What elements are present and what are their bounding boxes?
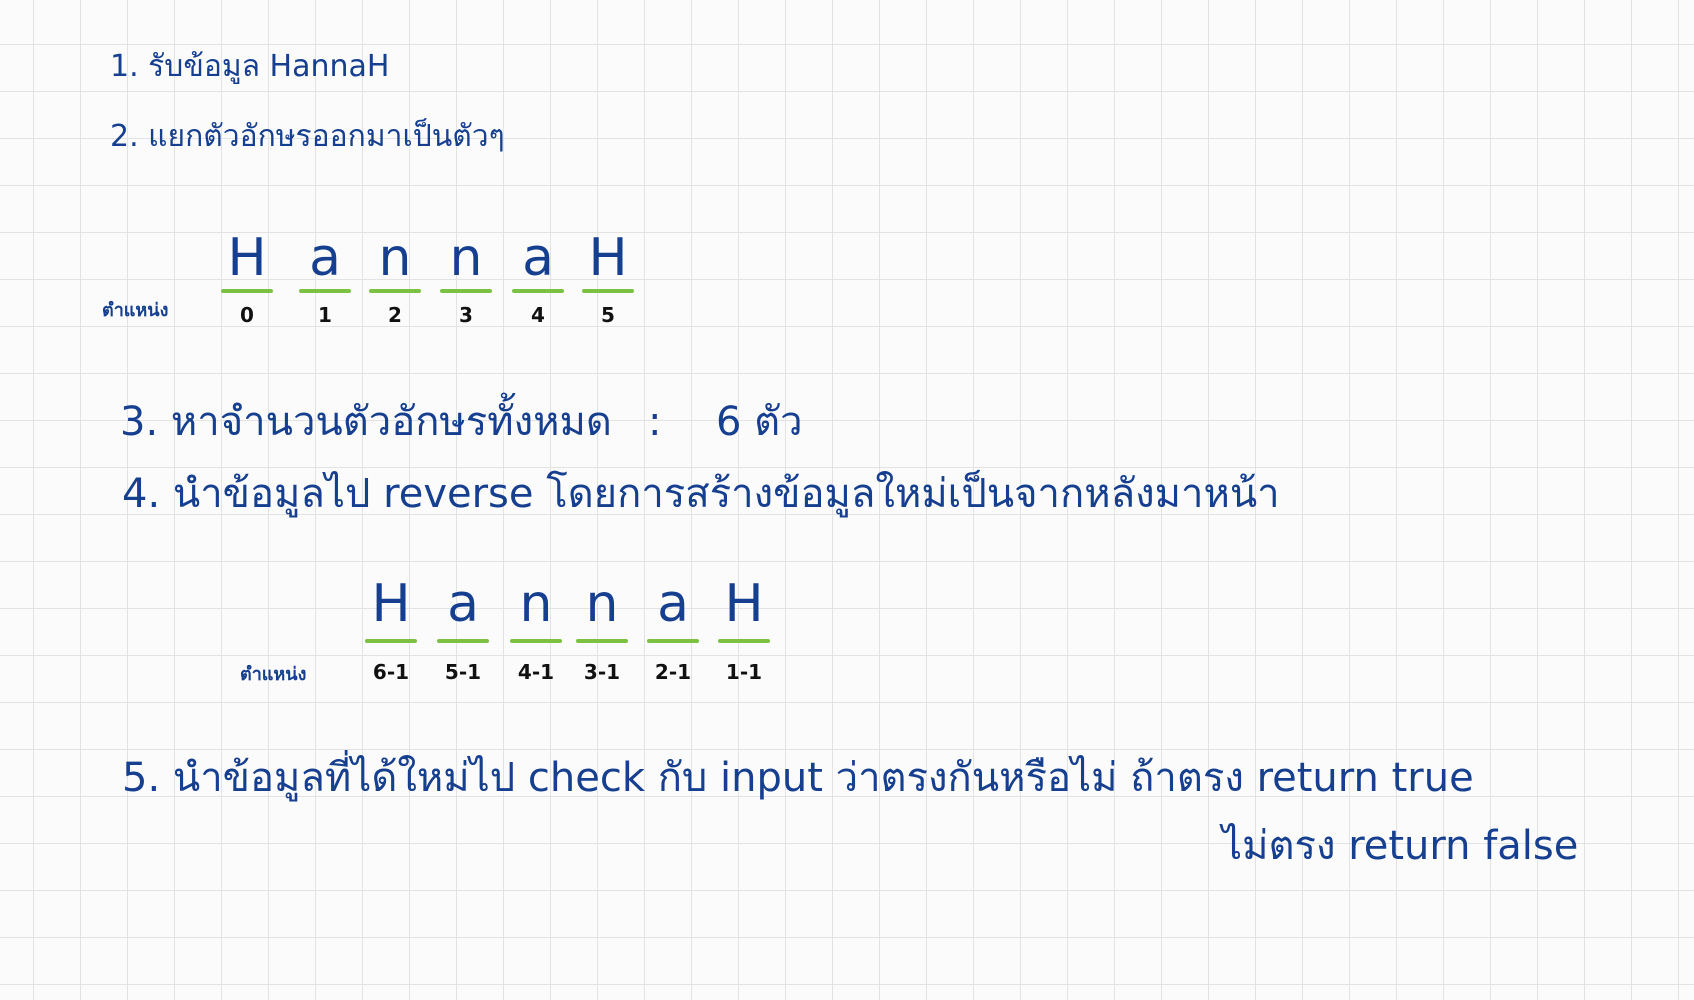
step-1-text: 1. รับข้อมูล HannaH — [110, 49, 390, 84]
letter-underline — [221, 289, 273, 293]
step-4-text: 4. นำข้อมูลไป reverse โดยการสร้างข้อมูลใหม่เป็นจากหลังมาหน้า — [122, 471, 1280, 517]
letter-underline — [437, 639, 489, 643]
index-label: 2 — [388, 303, 402, 327]
letter: H — [588, 228, 628, 288]
letter: n — [449, 228, 483, 288]
letter: n — [519, 574, 553, 634]
letter-underline — [365, 639, 417, 643]
index-label: 0 — [240, 303, 254, 327]
letter-underline — [369, 289, 421, 293]
letter: H — [227, 228, 267, 288]
index-label: 5 — [601, 303, 615, 327]
position-label: ตำแหน่ง — [240, 664, 307, 685]
index-label: 3-1 — [583, 660, 621, 684]
step-5-line-1: 5. นำข้อมูลที่ได้ใหม่ไป check กับ input ว่าตรงกันหรือไม่ ถ้าตรง return true — [122, 755, 1474, 801]
letter-underline — [512, 289, 564, 293]
index-label: 4-1 — [517, 660, 555, 684]
step-3-separator: : — [648, 399, 662, 445]
index-label: 6-1 — [372, 660, 410, 684]
letter: a — [657, 574, 689, 634]
letter-underline — [440, 289, 492, 293]
letter-underline — [510, 639, 562, 643]
index-label: 5-1 — [444, 660, 482, 684]
letter: a — [447, 574, 479, 634]
step-3-text: 3. หาจำนวนตัวอักษรทั้งหมด — [120, 399, 612, 445]
position-label: ตำแหน่ง — [102, 300, 169, 321]
index-label: 4 — [531, 303, 545, 327]
letter-underline — [299, 289, 351, 293]
letter: n — [378, 228, 412, 288]
letter: a — [309, 228, 341, 288]
step-2-text: 2. แยกตัวอักษรออกมาเป็นตัวๆ — [110, 119, 505, 154]
letter-underline — [582, 289, 634, 293]
index-label: 1-1 — [725, 660, 763, 684]
step-3-count: 6 ตัว — [716, 399, 803, 445]
index-label: 3 — [459, 303, 473, 327]
letter-underline — [647, 639, 699, 643]
index-label: 1 — [318, 303, 332, 327]
letter: H — [724, 574, 764, 634]
letter: H — [371, 574, 411, 634]
step-5-line-2: ไม่ตรง return false — [1222, 823, 1579, 869]
letter-underline — [718, 639, 770, 643]
letter: n — [585, 574, 619, 634]
letter-underline — [576, 639, 628, 643]
index-label: 2-1 — [654, 660, 692, 684]
letter: a — [522, 228, 554, 288]
